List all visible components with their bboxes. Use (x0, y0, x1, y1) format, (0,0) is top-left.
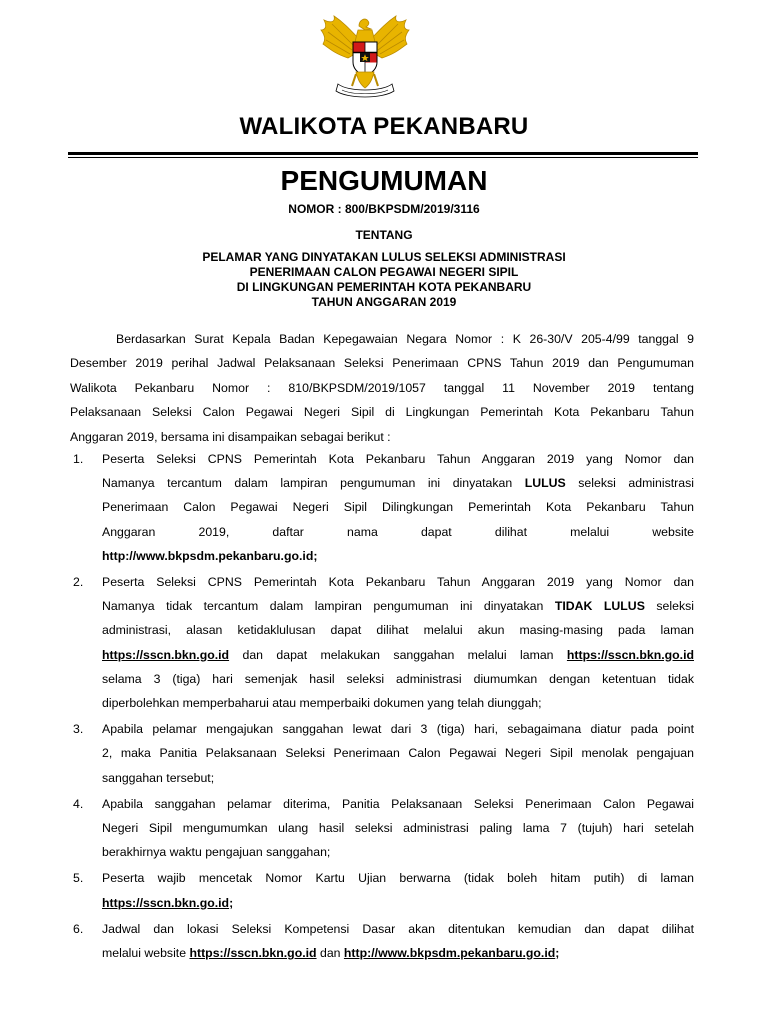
intro-paragraph (70, 327, 694, 449)
item-number: 3. (73, 722, 84, 737)
item-line (102, 741, 694, 765)
document-number: NOMOR : 800/BKPSDM/2019/3116 (288, 202, 480, 216)
item-number: 5. (73, 871, 84, 886)
link-url[interactable]: https://sscn.bkn.go.id (189, 946, 317, 961)
item-line (102, 866, 694, 890)
item-line (102, 520, 694, 544)
link-url[interactable]: http://www.bkpsdm.pekanbaru.go.id (343, 946, 556, 961)
subject-line: PENERIMAAN CALON PEGAWAI NEGERI SIPIL (249, 265, 519, 279)
text-run: seleksi (644, 599, 694, 614)
item-line (102, 544, 694, 568)
text-run: 2, maka Panitia Pelaksanaan Seleksi Penerimaan Calon Pegawai Negeri Sipil menolak pengajuan (102, 746, 694, 761)
intro-line: Pelaksanaan Seleksi Calon Pegawai Negeri Sipil di Lingkungan Pemerintah Kota Pekanbaru Tahun (70, 405, 694, 420)
item-text (102, 792, 694, 865)
text-run: diperbolehkan memperbaharui atau memperbaiki dokumen yang telah diunggah; (102, 696, 542, 711)
announcement-item (70, 570, 694, 715)
item-line (102, 594, 694, 618)
text-run: administrasi, alasan ketidaklulusan dapat dilihat melalui akun masing-masing pada laman (102, 623, 694, 638)
announcement-item (70, 792, 694, 865)
item-line (102, 792, 694, 816)
text-run: dan dapat melakukan sanggahan melalui laman (229, 647, 567, 662)
intro-line: Desember 2019 perihal Jadwal Pelaksanaan Seleksi Penerimaan CPNS Tahun 2019 dan Pengumuman (70, 356, 694, 371)
text-run: Peserta Seleksi CPNS Pemerintah Kota Pekanbaru Tahun Anggaran 2019 yang Nomor dan (102, 575, 694, 590)
announcement-items-list (70, 447, 694, 965)
item-line (102, 471, 694, 495)
header-divider-thick (68, 152, 698, 155)
link-url[interactable]: https://sscn.bkn.go.id (102, 647, 230, 662)
item-text (102, 917, 694, 965)
item-text (102, 866, 694, 914)
text-run: Namanya tercantum dalam lampiran pengumuman ini dinyatakan (102, 476, 525, 491)
item-line (102, 667, 694, 691)
bold-text: ; (555, 946, 560, 961)
text-run: Penerimaan Calon Pegawai Negeri Sipil Dilingkungan Pemerintah Kota Pekanbaru Tahun (102, 500, 694, 515)
text-run: Negeri Sipil mengumumkan ulang hasil seleksi administrasi paling lama 7 (tujuh) hari setelah (102, 821, 694, 836)
header-divider-thin (68, 157, 698, 158)
text-run: Peserta wajib mencetak Nomor Kartu Ujian berwarna (tidak boleh hitam putih) di laman (102, 871, 694, 886)
text-run: melalui website (102, 946, 190, 961)
org-title: WALIKOTA PEKANBARU (239, 113, 529, 140)
item-number: 6. (73, 921, 84, 936)
announcement-item (70, 917, 694, 965)
bold-text: LULUS (524, 476, 566, 491)
item-line (102, 643, 694, 667)
announcement-item (70, 717, 694, 790)
item-line (102, 941, 694, 965)
announcement-item (70, 447, 694, 568)
text-run: Jadwal dan lokasi Seleksi Kompetensi Dasar akan ditentukan kemudian dan dapat dilihat (102, 921, 694, 936)
document-title: PENGUMUMAN (280, 165, 488, 196)
item-line (102, 917, 694, 941)
item-line (102, 717, 694, 741)
bold-text: http://www.bkpsdm.pekanbaru.go.id; (102, 548, 318, 563)
text-run: Apabila sanggahan pelamar diterima, Panitia Pelaksanaan Seleksi Penerimaan Calon Pegawai (102, 796, 694, 811)
about-label: TENTANG (355, 228, 413, 242)
item-number: 4. (73, 796, 84, 811)
item-line (102, 766, 694, 790)
garuda-pancasila-emblem (318, 12, 412, 102)
item-line (102, 495, 694, 519)
bold-text: ; (229, 895, 234, 910)
item-line (102, 816, 694, 840)
text-run: seleksi administrasi (565, 476, 694, 491)
intro-line: Berdasarkan Surat Kepala Badan Kepegawaian Negara Nomor : K 26-30/V 205-4/99 tanggal 9 (116, 332, 694, 346)
item-line (102, 891, 694, 915)
link-url[interactable]: https://sscn.bkn.go.id (102, 895, 230, 910)
text-run: selama 3 (tiga) hari semenjak hasil seleksi administrasi diumumkan dengan ketentuan tidak (102, 671, 694, 686)
item-line (102, 618, 694, 642)
document-subject (0, 250, 768, 310)
link-url[interactable]: https://sscn.bkn.go.id (566, 647, 694, 662)
text-run: sanggahan tersebut; (102, 770, 215, 785)
item-number: 2. (73, 575, 84, 590)
subject-line: DI LINGKUNGAN PEMERINTAH KOTA PEKANBARU (236, 280, 532, 294)
item-text (102, 447, 694, 568)
item-line (102, 691, 694, 715)
text-run: Namanya tidak tercantum dalam lampiran pengumuman ini dinyatakan (102, 599, 555, 614)
announcement-item (70, 866, 694, 914)
intro-line: Walikota Pekanbaru Nomor : 810/BKPSDM/2019/1057 tanggal 11 November 2019 tentang (70, 380, 694, 395)
text-run: Peserta Seleksi CPNS Pemerintah Kota Pekanbaru Tahun Anggaran 2019 yang Nomor dan (102, 452, 694, 466)
item-line (102, 447, 694, 471)
text-run: dan (316, 946, 344, 961)
intro-line: Anggaran 2019, bersama ini disampaikan sebagai berikut : (70, 429, 391, 444)
item-text (102, 717, 694, 790)
item-number: 1. (73, 452, 84, 466)
subject-line: PELAMAR YANG DINYATAKAN LULUS SELEKSI ADMINISTRASI (202, 250, 566, 264)
text-run: Apabila pelamar mengajukan sanggahan lewat dari 3 (tiga) hari, sebagaimana diatur pada point (102, 722, 694, 737)
item-line (102, 840, 694, 864)
text-run: Anggaran 2019, daftar nama dapat dilihat melalui website (102, 524, 694, 539)
subject-line: TAHUN ANGGARAN 2019 (311, 295, 457, 309)
bold-text: TIDAK LULUS (554, 599, 645, 614)
text-run: berakhirnya waktu pengajuan sanggahan; (102, 845, 331, 860)
item-text (102, 570, 694, 715)
item-line (102, 570, 694, 594)
